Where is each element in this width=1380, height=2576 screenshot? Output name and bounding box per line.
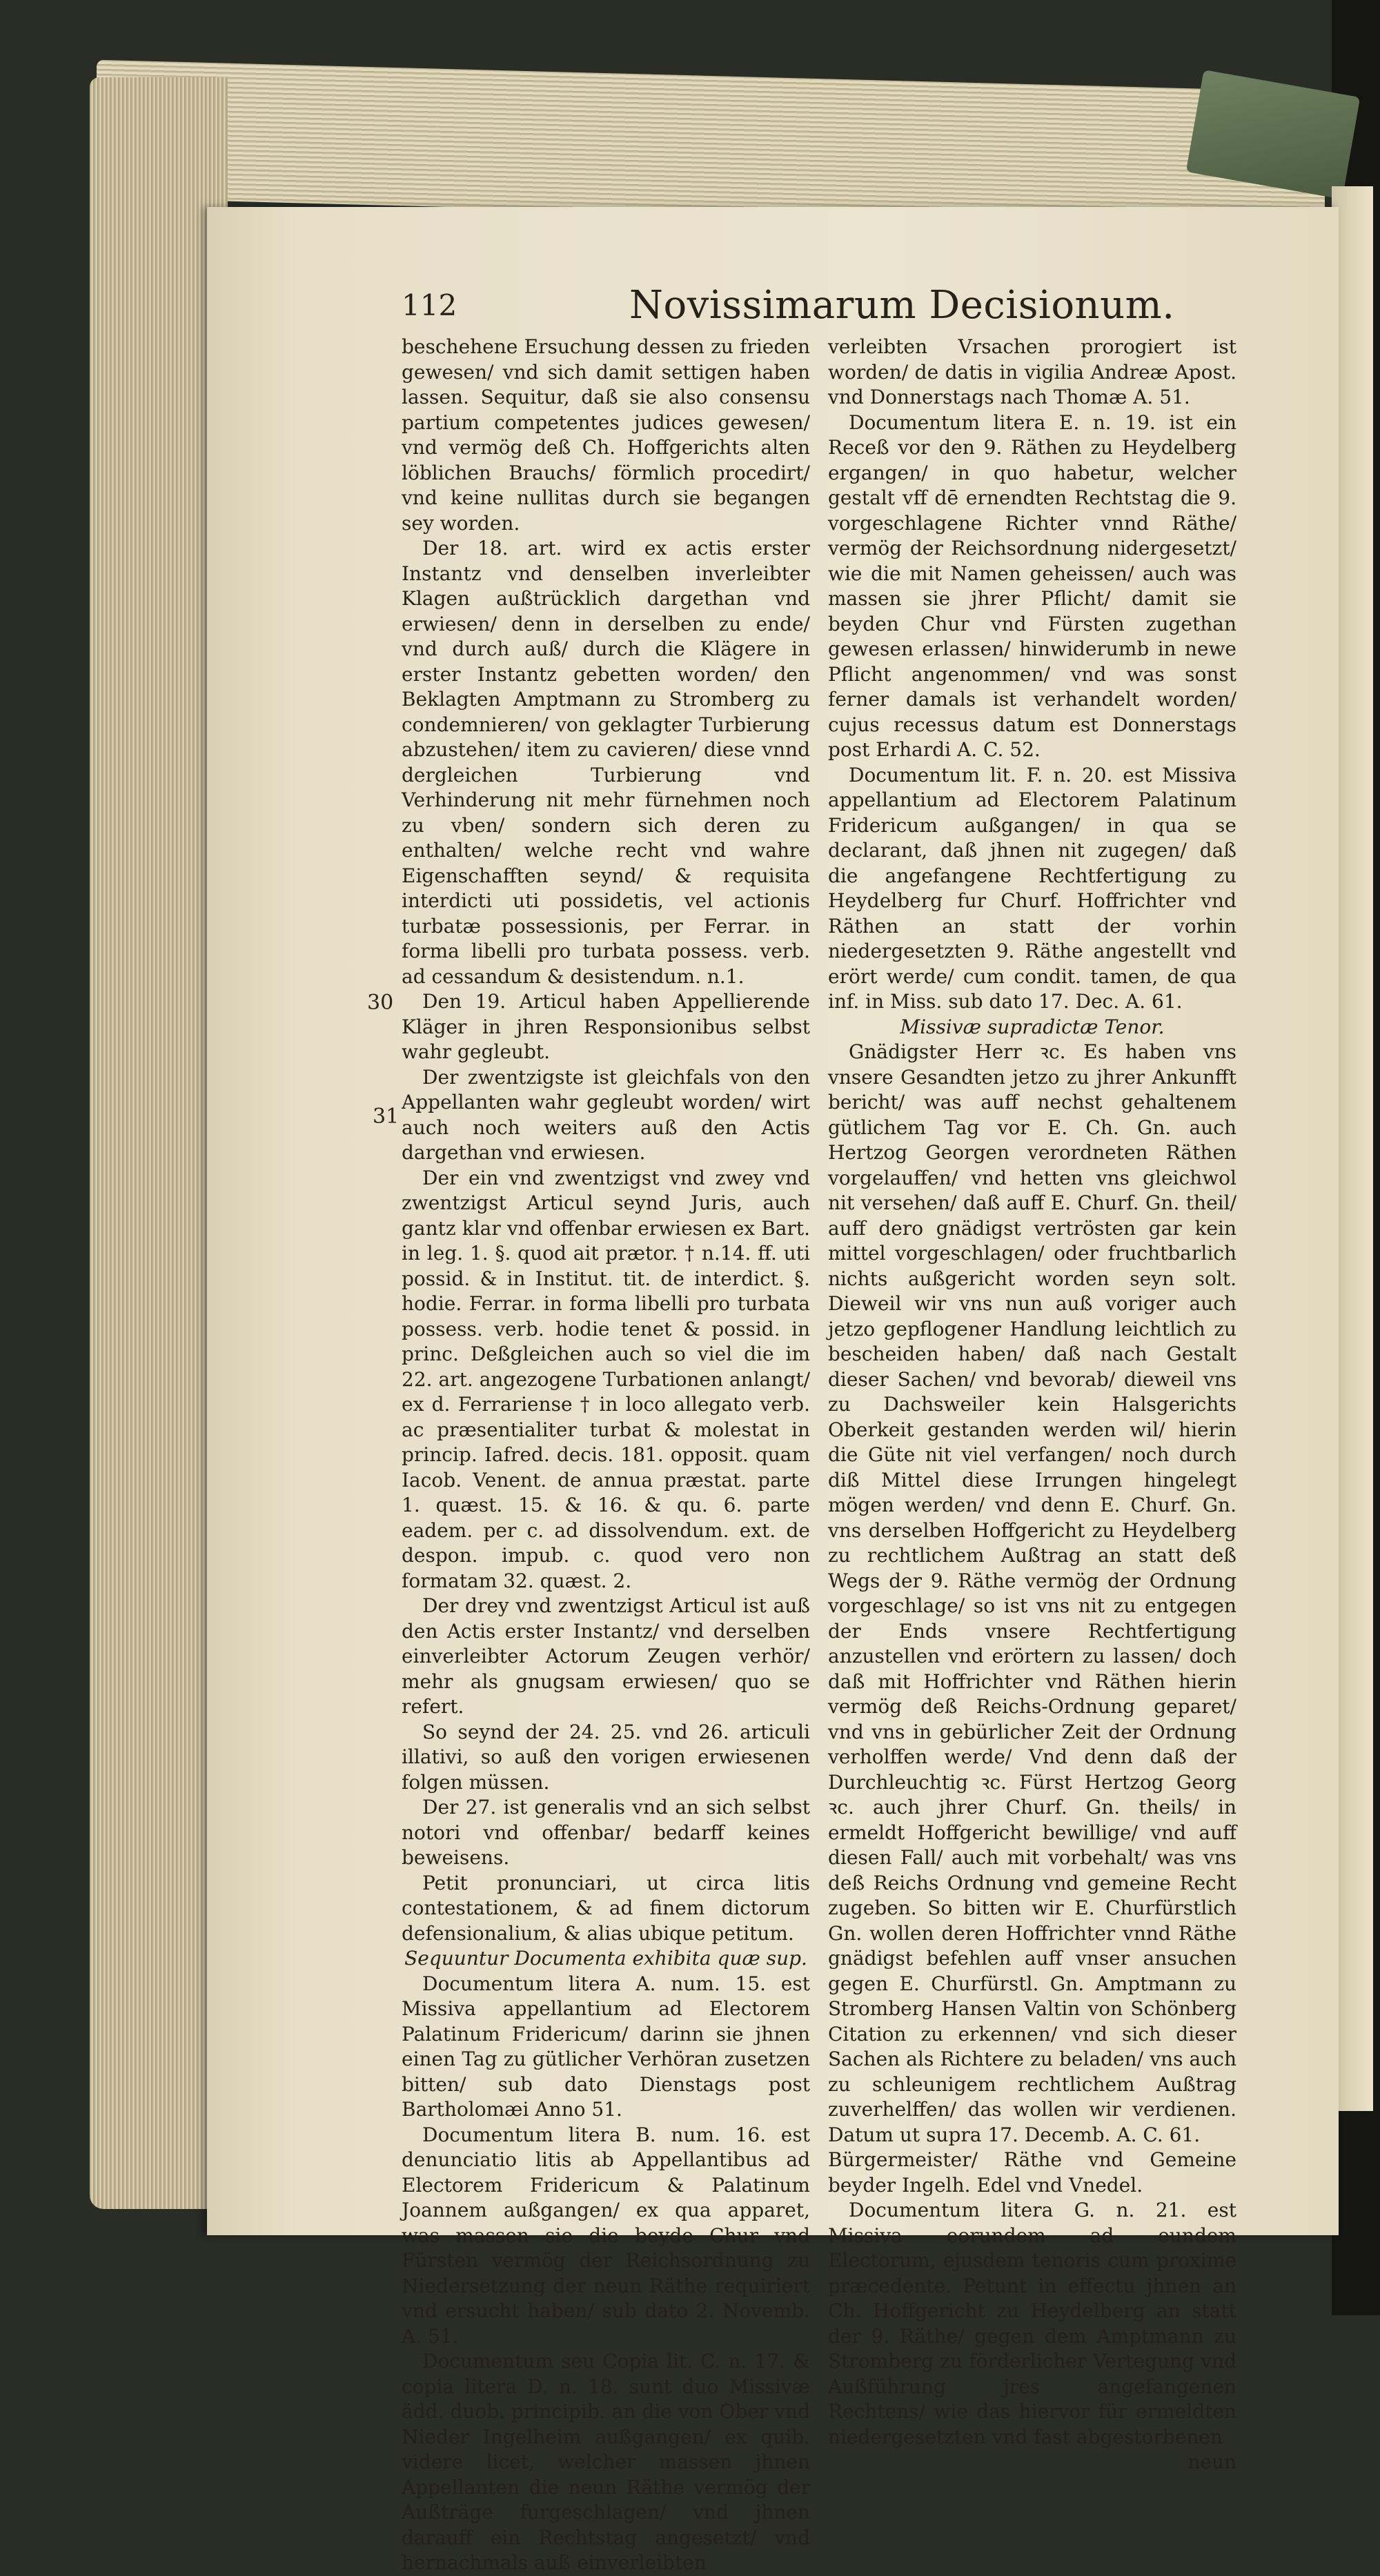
book-top-edge <box>97 60 1325 230</box>
paragraph: Petit pronunciari, ut circa litis contestationem, & ad finem dictorum defensionalium, & alias ubique petitum. <box>402 1871 810 1945</box>
paragraph: Documentum litera A. num. 15. est Missiva appellantium ad Electorem Palatinum Fridericum/ darinn sie jhnen einen Tag zu gütlicher Verhöran zusetzen bitten/ sub dato Dienstags post Bartholomæi Anno 51. <box>402 1972 810 2121</box>
page-number: 112 <box>402 288 457 322</box>
right-column <box>828 335 1236 2473</box>
margin-note: 31 <box>373 1104 400 1129</box>
paragraph: Documentum lit. F. n. 20. est Missiva appellantium ad Electorem Palatinum Fridericum außgangen/ in qua se declarant, daß jhnen nit zugegen/ daß die angefangene Rechtfertigung zu Heydelberg fur Churf. Hoffrichter vnd Räthen an statt der vorhin niedergesetzten 9. Räthe angestellt vnd erört werde/ cum condit. tamen, de qua inf. in Miss. sub dato 17. Dec. A. 61. <box>828 763 1236 1013</box>
section-heading: Missivæ supradictæ Tenor. <box>900 1015 1165 1038</box>
paragraph: Documentum litera E. n. 19. ist ein Receß vor den 9. Räthen zu Heydelberg ergangen/ in quo habetur, welcher gestalt vff dē ernendten Rechtstag die 9. vorgeschlagene Richter vnnd Räthe/ vermög der Reichsordnung nidergesetzt/ wie die mit Namen geheissen/ auch was massen sie jhrer Pflicht/ damit sie beyden Chur vnd Fürsten zugethan gewesen erlassen/ hinwiderumb in newe Pflicht angenommen/ vnd was sonst ferner damals ist verhandelt worden/ cujus recessus datum est Donnerstags post Erhardi A. C. 52. <box>828 410 1236 761</box>
paragraph: Documentum litera B. num. 16. est denunciatio litis ab Appellantibus ad Electorem Fridericum & Palatinum Joannem außgangen/ ex qua apparet, was massen sie die beyde Chur vnd Fürsten vermög der Reichsordnung zu Niedersetzung der neun Räthe requiriert vnd ersucht haben/ sub dato 2. Novemb. A. 51. <box>402 2123 810 2348</box>
page-header <box>402 283 1243 331</box>
paragraph: So seynd der 24. 25. vnd 26. articuli illativi, so auß den vorigen erwiesenen folgen müssen. <box>402 1720 810 1794</box>
paragraph: Der ein vnd zwentzigst vnd zwey vnd zwentzigst Articul seynd Juris, auch gantz klar vnd offenbar erwiesen ex Bart. in leg. 1. §. quod ait prætor. † n.14. ff. uti possid. & in Institut. tit. de interdict. §. hodie. Ferrar. in forma libelli pro turbata possess. verb. hodie tenet & possid. in princ. Deßgleichen auch so viel die im 22. art. angezogene Turbationen anlangt/ ex d. Ferrariense † in loco allegato verb. ac præsentialiter turbat & molestat in princip. Iafred. decis. 181. opposit. quam Iacob. Venent. de annua præstat. parte 1. quæst. 15. & 16. & qu. 6. parte eadem. per c. ad dissolvendum. ext. de despon. impub. c. quod vero non formatam 32. quæst. 2. <box>402 1166 810 1592</box>
paragraph: beschehene Ersuchung dessen zu frieden gewesen/ vnd sich damit settigen haben lassen. Sequitur, daß sie also consensu partium competentes judices gewesen/ vnd vermög deß Ch. Hoffgerichts alten löblichen Brauchs/ förmlich procedirt/ vnd keine nullitas durch sie begangen sey worden. <box>402 335 810 535</box>
paragraph: verleibten Vrsachen prorogiert ist worden/ de datis in vigilia Andreæ Apost. vnd Donnerstags nach Thomæ A. 51. <box>828 335 1236 408</box>
margin-note: 30 <box>367 991 394 1015</box>
catchword: neun <box>1187 2450 1236 2473</box>
paragraph: Documentum litera G. n. 21. est Missiva eorundem ad eundem Electorum, ejusdem tenoris cum proxime præcedente. Petunt in effectu jhnen an Ch. Hoffgericht zu Heydelberg an statt der 9. Räthe/ gegen dem Amptmann zu Stromberg zu förderlicher Vertegung vnd Außführung jres angefangenen Rechtens/ wie das hiervor für ermeldten niedergesetzten vnd fast abgestorbenen <box>828 2199 1236 2448</box>
paragraph: Den 19. Articul haben Appellierende Kläger in jhren Responsionibus selbst wahr gegleubt. <box>402 990 810 1063</box>
paragraph: Gnädigster Herr ꝛc. Es haben vns vnsere Gesandten jetzo zu jhrer Ankunfft bericht/ was auff nechst gehaltenem gütlichem Tag vor E. Ch. Gn. auch Hertzog Georgen verordneten Räthen vorgelauffen/ vnd hetten vns gleichwol nit versehen/ daß auff E. Churf. Gn. theil/ auff dero gnädigst vertrösten gar kein mittel vorgeschlagen/ oder fruchtbarlich nichts außgericht worden seyn solt. Dieweil wir vns nun auß voriger auch jetzo gepflogener Handlung leichtlich zu bescheiden haben/ daß nach Gestalt dieser Sachen/ vnd bevorab/ dieweil vns zu Dachsweiler kein Halsgerichts Oberkeit gestanden werden wil/ hierin die Güte nit viel verfangen/ noch durch diß Mittel diese Irrungen hingelegt mögen werden/ vnd denn E. Churf. Gn. vns derselben Hoffgericht zu Heydelberg zu rechtlichem Außtrag an statt deß Wegs der 9. Räthe vermög der Ordnung vorgeschlage/ so ist vns nit zu entgegen der Ends vnsere Rechtfertigung anzustellen vnd erörtern zu lassen/ doch daß mit Hoffrichter vnd Räthen hierin vermög deß Reichs-Ordnung geparet/ vnd vns in gebürlicher Zeit der Ordnung verholffen werde/ Vnd denn daß der Durchleuchtig ꝛc. Fürst Hertzog Georg ꝛc. auch jhrer Churf. Gn. theils/ in ermeldt Hoffgericht bewillige/ vnd auff diesen Fall/ auch mit vorbehalt/ was vns deß Reichs Ordnung vnd gemeine Recht zugeben. So bitten wir E. Churfürstlich Gn. wollen deren Hoffrichter vnnd Räthe gnädigst befehlen auff vnser ansuchen gegen E. Churfürstl. Gn. Amptmann zu Stromberg Hansen Valtin von Schönberg Citation zu erkennen/ vnd sich dieser Sachen als Richtere zu beladen/ vns auch zu schleunigem rechtlichem Außtrag zuverhelffen/ das wollen wir verdienen. Datum ut supra 17. Decemb. A. C. 61. <box>828 1040 1236 2146</box>
paragraph: Der drey vnd zwentzigst Articul ist auß den Actis erster Instantz/ vnd derselben einverleibter Actorum Zeugen verhör/ mehr als gnugsam erwiesen/ quo se refert. <box>402 1594 810 1718</box>
running-title: Novissimarum Decisionum. <box>629 283 1175 328</box>
left-column <box>402 335 810 2574</box>
section-heading: Sequuntur Documenta exhibita quæ sup. <box>404 1947 807 1970</box>
paragraph: Der zwentzigste ist gleichfals von den Appellanten wahr gegleubt worden/ wirt auch noch weiters auß den Actis dargethan vnd erwiesen. <box>402 1065 810 1164</box>
paragraph: Documentum seu Copia lit. C. n. 17. & copia litera D. n. 18. sunt duo Missivæ ädd. duob. principib. an die von Ober vnd Nieder Ingelheim außgangen/ ex quib. videre licet, welcher massen jhnen Appellanten die neun Räthe vermög der Außträge furgeschlagen/ vnd jhnen darauff ein Rechtstag angesetzt/ vnd hernachmals auß einverleibten <box>402 2350 810 2574</box>
paragraph: Der 18. art. wird ex actis erster Instantz vnd denselben inverleibter Klagen außtrücklich dargethan vnd erwiesen/ denn in derselben zu ende/ vnd durch auß/ durch die Klägere in erster Instantz gebetten worden/ den Beklagten Amptmann zu Stromberg zu condemnieren/ von geklagter Turbierung abzustehen/ item zu cavieren/ diese vnnd dergleichen Turbierung vnd Verhinderung nit mehr fürnehmen noch zu vben/ sondern sich deren zu enthalten/ welche recht vnd wahre Eigenschafften seynd/ & requisita interdicti uti possidetis, vel actionis turbatæ possessionis, per Ferrar. in forma libelli pro turbata possess. verb. ad cessandum & desistendum. n.1. <box>402 537 810 988</box>
paragraph: Der 27. ist generalis vnd an sich selbst notori vnd offenbar/ bedarff keines beweisens. <box>402 1796 810 1869</box>
signature-line: Bürgermeister/ Räthe vnd Gemeine beyder Ingelh. Edel vnd Vnedel. <box>828 2148 1236 2197</box>
